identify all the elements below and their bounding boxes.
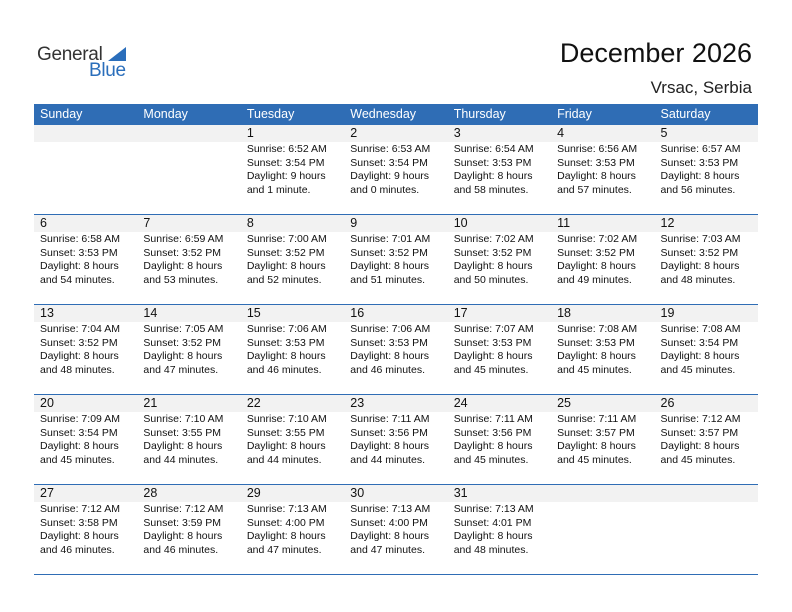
- weekday-header-row: [34, 104, 758, 125]
- daylight-minutes: and 57 minutes.: [557, 183, 632, 196]
- sunset-time: Sunset: 3:53 PM: [557, 156, 635, 169]
- sun-info: [40, 323, 137, 377]
- daylight-minutes: and 47 minutes.: [246, 543, 322, 556]
- day-cell: [655, 395, 758, 467]
- daylight-hours: Daylight: 8 hours: [660, 440, 740, 452]
- weekday-header-monday: Monday: [143, 107, 188, 121]
- daylight-minutes: and 48 minutes.: [40, 363, 115, 376]
- daylight-hours: Daylight: 8 hours: [453, 170, 533, 182]
- day-cell: [344, 125, 447, 197]
- daylight-hours: Daylight: 8 hours: [453, 530, 533, 542]
- week-row: [34, 215, 758, 305]
- day-cell: [241, 395, 344, 467]
- daylight-minutes: and 56 minutes.: [660, 183, 736, 196]
- day-cell: [34, 215, 137, 287]
- sunrise-time: Sunrise: 7:01 AM: [350, 233, 431, 245]
- day-number: 12: [660, 216, 675, 230]
- sunset-time: Sunset: 4:00 PM: [246, 516, 325, 529]
- daylight-minutes: and 47 minutes.: [143, 363, 219, 376]
- daylight-minutes: and 46 minutes.: [350, 363, 425, 376]
- daylight-minutes: and 45 minutes.: [660, 363, 736, 376]
- sunset-time: Sunset: 3:57 PM: [557, 426, 635, 439]
- daylight-hours: Daylight: 8 hours: [453, 440, 533, 452]
- daylight-minutes: and 45 minutes.: [453, 363, 529, 376]
- daylight-hours: Daylight: 8 hours: [350, 350, 430, 362]
- sun-info: [247, 143, 344, 197]
- sunrise-time: Sunrise: 7:00 AM: [246, 233, 327, 245]
- day-number: 1: [246, 126, 254, 140]
- daylight-hours: Daylight: 8 hours: [40, 260, 119, 272]
- sunrise-time: Sunrise: 7:06 AM: [350, 323, 431, 335]
- sunrise-time: Sunrise: 7:09 AM: [40, 413, 120, 425]
- sun-info: [557, 323, 654, 377]
- logo-triangle-icon: [108, 47, 126, 61]
- daylight-minutes: and 47 minutes.: [350, 543, 425, 556]
- sun-info: [661, 143, 758, 197]
- daylight-hours: Daylight: 8 hours: [40, 350, 119, 362]
- day-number: 4: [557, 126, 565, 140]
- daylight-hours: Daylight: 8 hours: [557, 260, 636, 272]
- day-cell: [241, 215, 344, 287]
- daylight-hours: Daylight: 8 hours: [350, 530, 430, 542]
- daylight-minutes: and 50 minutes.: [453, 273, 529, 286]
- daylight-hours: Daylight: 8 hours: [246, 260, 326, 272]
- logo-word-general: General: [37, 44, 103, 65]
- sunrise-time: Sunrise: 7:11 AM: [453, 413, 533, 425]
- daylight-hours: Daylight: 8 hours: [453, 350, 533, 362]
- day-number: 8: [246, 216, 254, 230]
- daylight-minutes: and 46 minutes.: [143, 543, 219, 556]
- daylight-minutes: and 53 minutes.: [143, 273, 219, 286]
- sunrise-time: Sunrise: 7:08 AM: [660, 323, 741, 335]
- sunset-time: Sunset: 3:53 PM: [557, 336, 635, 349]
- weekday-header-sunday: Sunday: [40, 107, 83, 121]
- empty-day-cell: [137, 125, 240, 197]
- sunrise-time: Sunrise: 7:11 AM: [350, 413, 430, 425]
- sunset-time: Sunset: 3:52 PM: [350, 246, 428, 259]
- daylight-minutes: and 44 minutes.: [246, 453, 322, 466]
- day-cell: [137, 215, 240, 287]
- day-cell: [241, 305, 344, 377]
- sun-info: [143, 413, 240, 467]
- day-cell: [241, 485, 344, 557]
- day-number: 13: [40, 306, 54, 320]
- daylight-hours: Daylight: 8 hours: [660, 260, 740, 272]
- day-cell: [344, 215, 447, 287]
- sun-info: [350, 323, 447, 377]
- daylight-hours: Daylight: 8 hours: [660, 350, 740, 362]
- weekday-header-wednesday: Wednesday: [350, 107, 417, 121]
- sunrise-time: Sunrise: 7:05 AM: [143, 323, 224, 335]
- sun-info: [40, 233, 137, 287]
- daylight-hours: Daylight: 9 hours: [350, 170, 430, 182]
- empty-day-cell: [655, 485, 758, 557]
- day-cell: [344, 305, 447, 377]
- sun-info: [661, 413, 758, 467]
- sunrise-time: Sunrise: 7:02 AM: [453, 233, 534, 245]
- daylight-hours: Daylight: 9 hours: [246, 170, 326, 182]
- daylight-minutes: and 46 minutes.: [246, 363, 322, 376]
- daylight-minutes: and 58 minutes.: [453, 183, 529, 196]
- sunset-time: Sunset: 3:53 PM: [453, 336, 532, 349]
- weekday-header-friday: Friday: [557, 107, 592, 121]
- sun-info: [557, 143, 654, 197]
- sun-info: [350, 143, 447, 197]
- day-number: 11: [557, 216, 571, 230]
- sun-info: [143, 503, 240, 557]
- day-cell: [448, 215, 551, 287]
- sunset-time: Sunset: 3:52 PM: [453, 246, 532, 259]
- week-row: [34, 395, 758, 485]
- sun-info: [350, 503, 447, 557]
- sunrise-time: Sunrise: 6:59 AM: [143, 233, 224, 245]
- daylight-minutes: and 52 minutes.: [246, 273, 322, 286]
- sunset-time: Sunset: 3:55 PM: [143, 426, 222, 439]
- sun-info: [247, 503, 344, 557]
- day-cell: [551, 215, 654, 287]
- daylight-minutes: and 45 minutes.: [557, 363, 632, 376]
- week-row: [34, 125, 758, 215]
- day-number: 16: [350, 306, 365, 320]
- daylight-minutes: and 44 minutes.: [143, 453, 219, 466]
- daylight-minutes: and 51 minutes.: [350, 273, 425, 286]
- sunrise-time: Sunrise: 7:03 AM: [660, 233, 741, 245]
- sunrise-time: Sunrise: 6:52 AM: [246, 143, 327, 155]
- daylight-hours: Daylight: 8 hours: [40, 440, 119, 452]
- sunrise-time: Sunrise: 7:08 AM: [557, 323, 638, 335]
- sunset-time: Sunset: 3:54 PM: [660, 336, 739, 349]
- sunrise-time: Sunrise: 7:12 AM: [660, 413, 741, 425]
- sun-info: [247, 323, 344, 377]
- sun-info: [454, 233, 551, 287]
- day-cell: [344, 485, 447, 557]
- sunrise-time: Sunrise: 6:53 AM: [350, 143, 431, 155]
- day-cell: [448, 305, 551, 377]
- daylight-minutes: and 0 minutes.: [350, 183, 420, 196]
- daylight-minutes: and 48 minutes.: [453, 543, 529, 556]
- day-cell: [551, 305, 654, 377]
- daylight-hours: Daylight: 8 hours: [557, 170, 636, 182]
- sunset-time: Sunset: 3:57 PM: [660, 426, 739, 439]
- sun-info: [247, 233, 344, 287]
- sunrise-time: Sunrise: 7:13 AM: [246, 503, 327, 515]
- generalblue-logo: [37, 44, 132, 80]
- day-cell: [448, 485, 551, 557]
- week-row: [34, 485, 758, 575]
- weekday-header-saturday: Saturday: [660, 107, 711, 121]
- daylight-minutes: and 45 minutes.: [40, 453, 115, 466]
- daylight-hours: Daylight: 8 hours: [246, 440, 326, 452]
- sunrise-time: Sunrise: 7:12 AM: [143, 503, 224, 515]
- day-cell: [551, 395, 654, 467]
- day-cell: [137, 485, 240, 557]
- sunrise-time: Sunrise: 7:12 AM: [40, 503, 120, 515]
- daylight-minutes: and 1 minute.: [246, 183, 311, 196]
- sunrise-time: Sunrise: 7:04 AM: [40, 323, 120, 335]
- sun-info: [557, 413, 654, 467]
- sun-info: [661, 233, 758, 287]
- daylight-hours: Daylight: 8 hours: [143, 530, 223, 542]
- day-cell: [448, 395, 551, 467]
- daylight-minutes: and 45 minutes.: [660, 453, 736, 466]
- weekday-header-thursday: Thursday: [453, 107, 506, 121]
- daylight-hours: Daylight: 8 hours: [557, 350, 636, 362]
- daylight-minutes: and 48 minutes.: [660, 273, 736, 286]
- day-number: 19: [660, 306, 675, 320]
- day-number: 23: [350, 396, 365, 410]
- daylight-hours: Daylight: 8 hours: [143, 440, 223, 452]
- sunrise-time: Sunrise: 7:10 AM: [143, 413, 224, 425]
- sunset-time: Sunset: 3:52 PM: [143, 336, 222, 349]
- day-number: 3: [453, 126, 461, 140]
- day-number: 21: [143, 396, 158, 410]
- sunset-time: Sunset: 3:54 PM: [40, 426, 118, 439]
- day-number: 25: [557, 396, 572, 410]
- sunrise-time: Sunrise: 7:13 AM: [350, 503, 431, 515]
- sunset-time: Sunset: 4:01 PM: [453, 516, 532, 529]
- day-cell: [655, 125, 758, 197]
- sunset-time: Sunset: 3:52 PM: [557, 246, 635, 259]
- day-number: 9: [350, 216, 358, 230]
- day-cell: [448, 125, 551, 197]
- week-row: [34, 305, 758, 395]
- sun-info: [143, 323, 240, 377]
- sunrise-time: Sunrise: 7:02 AM: [557, 233, 638, 245]
- day-number: 2: [350, 126, 358, 140]
- sunset-time: Sunset: 3:52 PM: [660, 246, 739, 259]
- day-number: 29: [246, 486, 261, 500]
- daylight-hours: Daylight: 8 hours: [40, 530, 119, 542]
- sunset-time: Sunset: 3:53 PM: [350, 336, 428, 349]
- day-cell: [137, 305, 240, 377]
- sun-info: [350, 233, 447, 287]
- sunset-time: Sunset: 3:53 PM: [246, 336, 325, 349]
- sunrise-time: Sunrise: 6:56 AM: [557, 143, 638, 155]
- sunrise-time: Sunrise: 7:13 AM: [453, 503, 534, 515]
- sunrise-time: Sunrise: 6:54 AM: [453, 143, 534, 155]
- day-cell: [551, 125, 654, 197]
- sun-info: [557, 233, 654, 287]
- daylight-hours: Daylight: 8 hours: [660, 170, 740, 182]
- day-number: 20: [40, 396, 54, 410]
- day-number: 5: [660, 126, 668, 140]
- sunset-time: Sunset: 3:52 PM: [143, 246, 222, 259]
- sunset-time: Sunset: 3:56 PM: [453, 426, 532, 439]
- sunset-time: Sunset: 3:54 PM: [246, 156, 325, 169]
- daylight-hours: Daylight: 8 hours: [143, 260, 223, 272]
- day-cell: [655, 305, 758, 377]
- day-number: 30: [350, 486, 365, 500]
- daylight-minutes: and 46 minutes.: [40, 543, 115, 556]
- daylight-minutes: and 54 minutes.: [40, 273, 115, 286]
- day-cell: [34, 305, 137, 377]
- sunrise-time: Sunrise: 7:11 AM: [557, 413, 637, 425]
- sun-info: [454, 143, 551, 197]
- daylight-minutes: and 45 minutes.: [453, 453, 529, 466]
- sun-info: [40, 503, 137, 557]
- sun-info: [40, 413, 137, 467]
- weekday-header-tuesday: Tuesday: [246, 107, 295, 121]
- day-number: 6: [40, 216, 47, 230]
- daylight-hours: Daylight: 8 hours: [246, 350, 326, 362]
- location-subtitle: Vrsac, Serbia: [650, 78, 752, 97]
- sun-info: [454, 323, 551, 377]
- day-cell: [241, 125, 344, 197]
- sunset-time: Sunset: 3:53 PM: [40, 246, 118, 259]
- daylight-hours: Daylight: 8 hours: [350, 440, 430, 452]
- sunset-time: Sunset: 3:59 PM: [143, 516, 222, 529]
- day-number: 31: [453, 486, 468, 500]
- daylight-hours: Daylight: 8 hours: [557, 440, 636, 452]
- sun-info: [454, 413, 551, 467]
- day-number: 14: [143, 306, 158, 320]
- sunset-time: Sunset: 3:56 PM: [350, 426, 428, 439]
- sunset-time: Sunset: 3:55 PM: [246, 426, 325, 439]
- day-number: 10: [453, 216, 468, 230]
- sunrise-time: Sunrise: 6:58 AM: [40, 233, 120, 245]
- daylight-minutes: and 49 minutes.: [557, 273, 632, 286]
- sun-info: [350, 413, 447, 467]
- sunset-time: Sunset: 3:52 PM: [246, 246, 325, 259]
- day-number: 26: [660, 396, 675, 410]
- calendar-grid: [34, 104, 758, 575]
- calendar-weeks: [34, 125, 758, 575]
- day-number: 27: [40, 486, 54, 500]
- day-number: 28: [143, 486, 158, 500]
- daylight-hours: Daylight: 8 hours: [246, 530, 326, 542]
- sunset-time: Sunset: 3:52 PM: [40, 336, 118, 349]
- daylight-minutes: and 45 minutes.: [557, 453, 632, 466]
- empty-day-cell: [551, 485, 654, 557]
- day-cell: [655, 215, 758, 287]
- sun-info: [454, 503, 551, 557]
- day-number: 24: [453, 396, 468, 410]
- day-number: 17: [453, 306, 468, 320]
- day-cell: [34, 485, 137, 557]
- sunrise-time: Sunrise: 7:06 AM: [246, 323, 327, 335]
- daylight-minutes: and 44 minutes.: [350, 453, 425, 466]
- page-title: December 2026: [559, 38, 752, 68]
- sunset-time: Sunset: 3:53 PM: [660, 156, 739, 169]
- sunset-time: Sunset: 3:58 PM: [40, 516, 118, 529]
- daylight-hours: Daylight: 8 hours: [453, 260, 533, 272]
- sunrise-time: Sunrise: 6:57 AM: [660, 143, 741, 155]
- day-number: 7: [143, 216, 151, 230]
- sunrise-time: Sunrise: 7:07 AM: [453, 323, 534, 335]
- sun-info: [661, 323, 758, 377]
- daylight-hours: Daylight: 8 hours: [350, 260, 430, 272]
- empty-day-cell: [34, 125, 137, 197]
- sun-info: [143, 233, 240, 287]
- day-number: 18: [557, 306, 572, 320]
- day-cell: [34, 395, 137, 467]
- day-number: 15: [246, 306, 261, 320]
- day-cell: [137, 395, 240, 467]
- daylight-hours: Daylight: 8 hours: [143, 350, 223, 362]
- sunset-time: Sunset: 3:53 PM: [453, 156, 532, 169]
- sunset-time: Sunset: 4:00 PM: [350, 516, 428, 529]
- logo-word-blue: Blue: [89, 60, 126, 81]
- sunrise-time: Sunrise: 7:10 AM: [246, 413, 327, 425]
- sun-info: [247, 413, 344, 467]
- day-cell: [344, 395, 447, 467]
- sunset-time: Sunset: 3:54 PM: [350, 156, 428, 169]
- day-number: 22: [246, 396, 261, 410]
